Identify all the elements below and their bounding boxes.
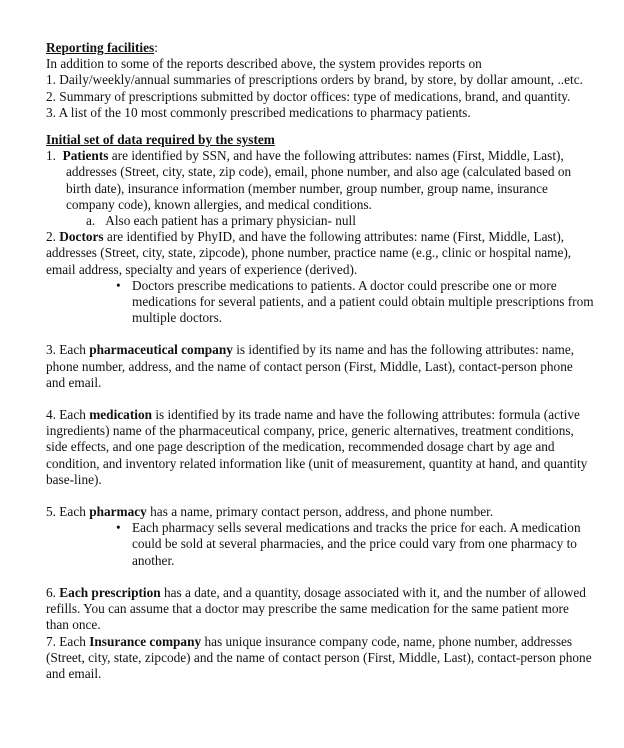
reporting-item-3: 3. A list of the 10 most commonly prescribed medications to pharmacy patients. — [46, 104, 471, 120]
initial-item-4: 4. Each medication is identified by its trade name and have the following attributes: formula (active ingredients) name of the pharmaceutical company, price, generic alternatives, treatment conditions, side effects, and one page description of the medication, recommended dosage chart by age and condition, and inventory related information like (unit of measurement, quantity at hand, and quantity base-line). — [46, 407, 588, 487]
initial-heading: Initial set of data required by the system — [46, 132, 275, 148]
reporting-item-1: 1. Daily/weekly/annual summaries of prescriptions orders by brand, by store, by dollar amount, ..etc. — [46, 72, 583, 88]
initial-item-6: 6. Each prescription has a date, and a quantity, dosage associated with it, and the number of allowed refills. You can assume that a doctor may prescribe the same medication for the same patient more than once. — [46, 584, 586, 633]
initial-item-2-bullet: • Doctors prescribe medications to patients. A doctor could prescribe one or more medications for several patients, and a patient could obtain multiple prescriptions from multiple doctors. — [116, 277, 594, 326]
reporting-item-2: 2. Summary of prescriptions submitted by doctor offices: type of medications, brand, and quantity. — [46, 88, 571, 104]
initial-item-5-bullet: • Each pharmacy sells several medications and tracks the price for each. A medication could be sold at several pharmacies, and the price could vary from one pharmacy to another. — [116, 520, 581, 568]
reporting-heading: Reporting facilities — [46, 40, 155, 55]
initial-item-3: 3. Each pharmaceutical company is identified by its name and has the following attributes: name, phone number, address, and the name of contact person (First, Middle, Last), contact-person phone and email. — [46, 342, 575, 390]
bullet-icon: • — [116, 277, 121, 293]
initial-item-5: 5. Each pharmacy has a name, primary contact person, address, and phone number. — [46, 504, 494, 520]
bullet-icon: • — [116, 520, 121, 536]
reporting-heading-line — [46, 40, 594, 56]
reporting-heading-colon: : — [154, 40, 158, 55]
reporting-intro: In addition to some of the reports described above, the system provides reports on — [46, 56, 482, 72]
initial-item-1: 1. Patients are identified by SSN, and have the following attributes: names (First, Middle, Last), addresses (Street, city, state, zip code), email, phone number, and also age (calculated based on birth date), insurance information (member number, group number, group name, insurance company code), known allergies, and medical conditions. — [46, 148, 572, 212]
initial-item-1a: a. Also each patient has a primary physician- null — [86, 213, 356, 229]
initial-item-2: 2. Doctors are identified by PhyID, and have the following attributes: name (First, Middle, Last), addresses (Street, city, state, zipcode), phone number, practice name (e.g., clinic or hospital name), email address, specialty and years of experience (derived). — [46, 229, 572, 277]
initial-item-7: 7. Each Insurance company has unique insurance company code, name, phone number, addresses (Street, city, state, zipcode) and the name of contact person (First, Middle, Last), contact-person phone and email. — [46, 633, 592, 681]
